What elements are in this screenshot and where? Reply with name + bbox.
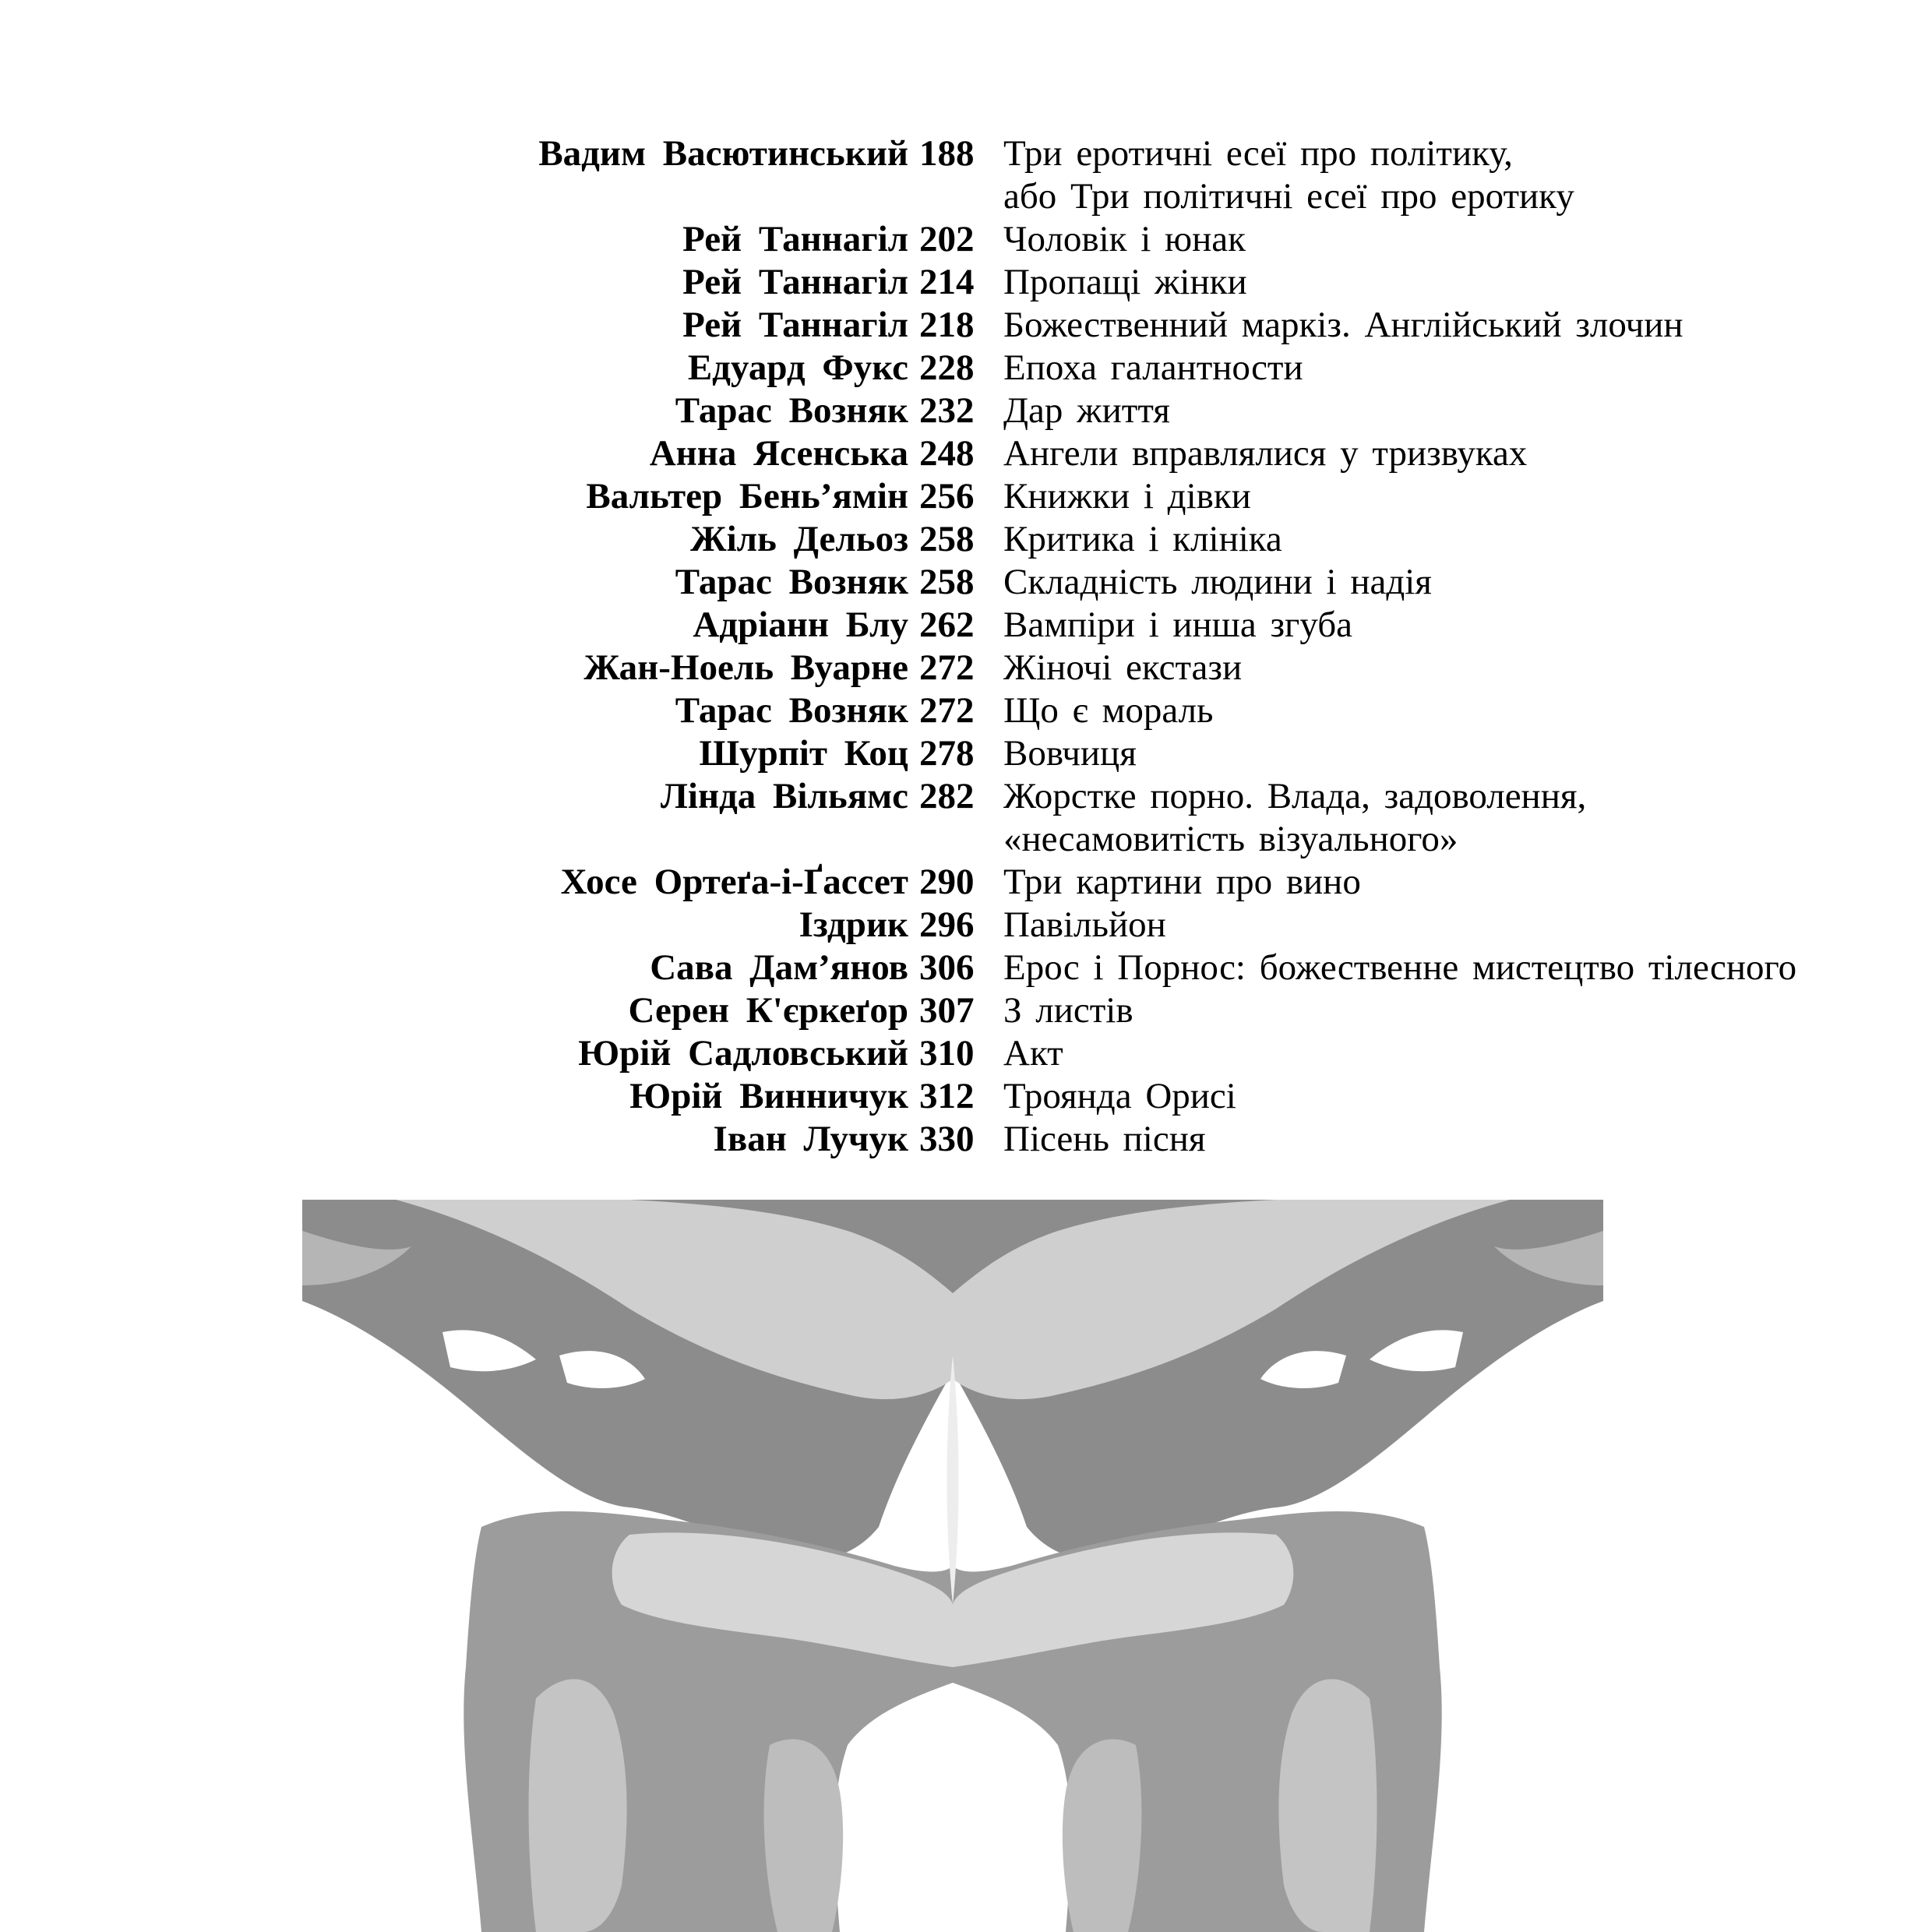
- toc-entry: [0, 347, 1932, 390]
- right-wing-half: [953, 1200, 1603, 1932]
- toc-title-line: Божественний маркіз. Англійський злочин: [1003, 305, 1683, 345]
- toc-entry: [0, 432, 1932, 475]
- toc-entry: [0, 1032, 1932, 1075]
- toc-title: [994, 647, 1242, 689]
- toc-page-number: 256: [919, 476, 975, 516]
- toc-author: Вальтер Бень’ямін: [586, 476, 908, 516]
- toc-author: Тарас Возняк: [675, 690, 908, 731]
- toc-title-line: Жіночі екстази: [1003, 647, 1243, 688]
- toc-title-line: Пропащі жінки: [1003, 262, 1247, 302]
- toc-title-line: З листів: [1003, 990, 1133, 1031]
- toc-page-number: 258: [919, 562, 975, 602]
- toc-page-number: 248: [919, 433, 975, 474]
- toc-author: Хосе Ортеґа-і-Ґассет: [560, 862, 908, 902]
- toc-author: Рей Таннагіл: [682, 262, 908, 302]
- toc-author: Серен К'єркеґор: [628, 990, 908, 1031]
- toc-page-number: 232: [919, 390, 975, 431]
- toc-page-number: 218: [919, 305, 975, 345]
- toc-author: Шурпіт Коц: [699, 733, 908, 774]
- toc-entry: [0, 304, 1932, 347]
- toc-entry: [0, 689, 1932, 732]
- toc-author: Вадим Васютинський: [538, 133, 908, 174]
- toc-page-number: 282: [919, 776, 975, 816]
- toc-title-line: Книжки і дівки: [1003, 476, 1251, 516]
- toc-title-line: або Три політичні есеї про еротику: [1003, 176, 1574, 217]
- toc-entry: [0, 218, 1932, 261]
- toc-title-line: Вовчиця: [1003, 733, 1137, 774]
- toc-title: [994, 1118, 1205, 1161]
- toc-entry: [0, 390, 1932, 432]
- toc-title-line: Критика і клініка: [1003, 519, 1282, 559]
- toc-title-line: Жорстке порно. Влада, задоволення,: [1003, 776, 1587, 816]
- toc-page-number: 258: [919, 519, 975, 559]
- toc-page-number: 330: [919, 1119, 975, 1159]
- toc-title: [994, 1032, 1063, 1075]
- toc-entry: [0, 775, 1932, 861]
- toc-title-line: Акт: [1003, 1033, 1063, 1074]
- toc-title-line: Пісень пісня: [1003, 1119, 1206, 1159]
- table-of-contents: [0, 132, 1932, 1161]
- mirrored-figure-butterfly-icon: [302, 1200, 1603, 1932]
- butterfly-illustration: [302, 1200, 1603, 1932]
- toc-title: [994, 604, 1352, 647]
- toc-entry: [0, 647, 1932, 689]
- toc-title: [994, 732, 1137, 775]
- toc-page-number: 188: [919, 133, 975, 174]
- toc-page-number: 296: [919, 904, 975, 945]
- toc-title-line: «несамовитість візуального»: [1003, 819, 1458, 859]
- toc-entry: [0, 518, 1932, 561]
- toc-page-number: 278: [919, 733, 975, 774]
- toc-title: [994, 947, 1796, 989]
- toc-page-number: 312: [919, 1076, 975, 1116]
- toc-page-number: 202: [919, 219, 975, 259]
- toc-author: Жан-Ноель Вуарне: [583, 647, 908, 688]
- toc-entry: [0, 947, 1932, 989]
- toc-author: Тарас Возняк: [675, 562, 908, 602]
- toc-entry: [0, 261, 1932, 304]
- toc-author: Іван Лучук: [713, 1119, 908, 1159]
- toc-page-number: 272: [919, 690, 975, 731]
- toc-title: [994, 261, 1247, 304]
- toc-author: Рей Таннагіл: [682, 219, 908, 259]
- toc-title: [994, 1075, 1236, 1118]
- toc-title-line: Троянда Орисі: [1003, 1076, 1236, 1116]
- toc-title: [994, 518, 1282, 561]
- toc-title: [994, 218, 1246, 261]
- toc-title: [994, 132, 1574, 218]
- toc-author: Едуард Фукс: [687, 347, 908, 388]
- body-seam: [947, 1356, 959, 1605]
- toc-title-line: Вампіри і инша згуба: [1003, 605, 1352, 645]
- toc-title: [994, 989, 1133, 1032]
- toc-author: Адріанн Блу: [693, 605, 908, 645]
- toc-title-line: Що є мораль: [1003, 690, 1214, 731]
- toc-title: [994, 904, 1166, 947]
- toc-page-number: 262: [919, 605, 975, 645]
- toc-entry: [0, 989, 1932, 1032]
- toc-author: Юрій Винничук: [629, 1076, 908, 1116]
- toc-title-line: Ерос і Порнос: божественне мистецтво тілесного: [1003, 947, 1797, 988]
- toc-title-line: Складність людини і надія: [1003, 562, 1432, 602]
- toc-author: Тарас Возняк: [675, 390, 908, 431]
- toc-entry: [0, 561, 1932, 604]
- toc-page-number: 307: [919, 990, 975, 1031]
- toc-title: [994, 347, 1303, 390]
- toc-page-number: 228: [919, 347, 975, 388]
- toc-title: [994, 861, 1361, 904]
- toc-entry: [0, 861, 1932, 904]
- toc-page-number: 290: [919, 862, 975, 902]
- toc-title: [994, 304, 1683, 347]
- toc-title: [994, 775, 1586, 861]
- toc-entry: [0, 732, 1932, 775]
- toc-page-number: 306: [919, 947, 975, 988]
- toc-author: Іздрик: [799, 904, 908, 945]
- toc-title: [994, 475, 1251, 518]
- toc-title: [994, 689, 1214, 732]
- toc-title-line: Дар життя: [1003, 390, 1170, 431]
- toc-title: [994, 390, 1170, 432]
- toc-author: Жіль Дельоз: [690, 519, 908, 559]
- toc-author: Рей Таннагіл: [682, 305, 908, 345]
- toc-page-number: 310: [919, 1033, 975, 1074]
- toc-title-line: Три картини про вино: [1003, 862, 1361, 902]
- toc-title-line: Чоловік і юнак: [1003, 219, 1246, 259]
- toc-author: Юрій Садловський: [578, 1033, 908, 1074]
- toc-title-line: Ангели вправлялися у тризвуках: [1003, 433, 1528, 474]
- toc-entry: [0, 904, 1932, 947]
- left-wing-half: [302, 1200, 953, 1932]
- toc-page-number: 272: [919, 647, 975, 688]
- toc-title-line: Три еротичні есеї про політику,: [1003, 133, 1513, 174]
- toc-author: Анна Ясенська: [649, 433, 908, 474]
- toc-entry: [0, 1118, 1932, 1161]
- toc-entry: [0, 604, 1932, 647]
- toc-title: [994, 561, 1432, 604]
- toc-entry: [0, 1075, 1932, 1118]
- toc-title-line: Павільйон: [1003, 904, 1166, 945]
- toc-page-number: 214: [919, 262, 975, 302]
- toc-author: Лінда Вільямс: [660, 776, 908, 816]
- toc-title: [994, 432, 1527, 475]
- toc-title-line: Епоха галантности: [1003, 347, 1303, 388]
- toc-entry: [0, 475, 1932, 518]
- toc-author: Сава Дам’янов: [650, 947, 908, 988]
- toc-entry: [0, 132, 1932, 218]
